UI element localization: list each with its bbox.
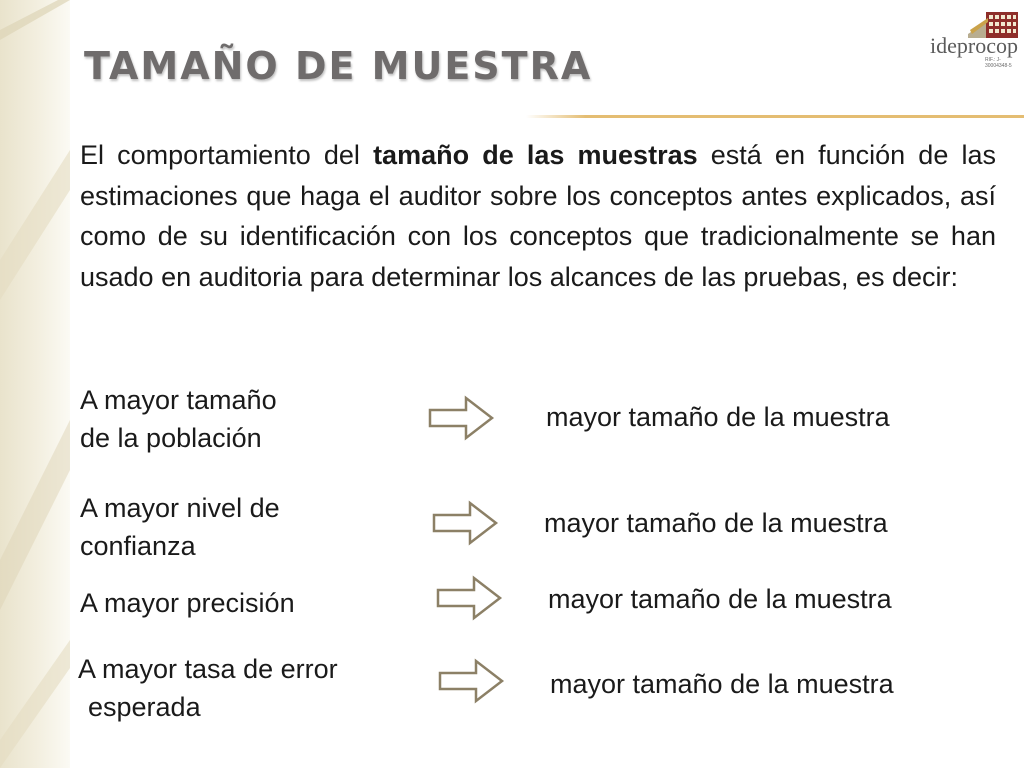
rule-3-condition-line1: A mayor precisión [80, 588, 295, 618]
intro-text-end: está en función de las estimaciones que haga el auditor sobre los conceptos antes explicados, así como de su identificación con los conceptos que tradicionalmente se han usado en auditoria para determinar los alcances de las pruebas, es decir: [80, 140, 996, 292]
rule-4-result: mayor tamaño de la muestra [550, 669, 894, 699]
title-divider [526, 115, 1024, 118]
rule-4-condition-line2: esperada [88, 692, 201, 722]
rule-2-result: mayor tamaño de la muestra [544, 508, 888, 538]
rule-3-condition [80, 584, 295, 622]
rule-2-condition [80, 489, 280, 565]
logo-text: ideprocop [930, 33, 1018, 58]
right-arrow-icon [436, 575, 504, 621]
intro-paragraph [80, 135, 996, 297]
rule-4-condition [78, 650, 338, 726]
rule-3-result: mayor tamaño de la muestra [548, 584, 892, 614]
rule-1-condition-line2: de la población [80, 423, 262, 453]
rule-1-condition-line1: A mayor tamaño [80, 385, 277, 415]
rule-2-condition-line2: confianza [80, 531, 196, 561]
rule-4-condition-line1: A mayor tasa de error [78, 654, 338, 684]
rule-1-result: mayor tamaño de la muestra [546, 402, 890, 432]
intro-text-start: El comportamiento del [80, 140, 374, 170]
page-title: TAMAÑO DE MUESTRA [84, 44, 593, 88]
right-arrow-icon [432, 500, 500, 546]
right-arrow-icon [428, 395, 496, 441]
right-arrow-icon [438, 658, 506, 704]
rule-2-condition-line1: A mayor nivel de [80, 493, 280, 523]
intro-bold-text: tamaño de las muestras [373, 140, 698, 170]
logo-subtext: RIF.: J-30004348-5 [985, 57, 1012, 69]
decorative-left-band [0, 0, 70, 768]
rule-1-condition [80, 381, 277, 457]
decorative-band-stripes [0, 0, 70, 768]
